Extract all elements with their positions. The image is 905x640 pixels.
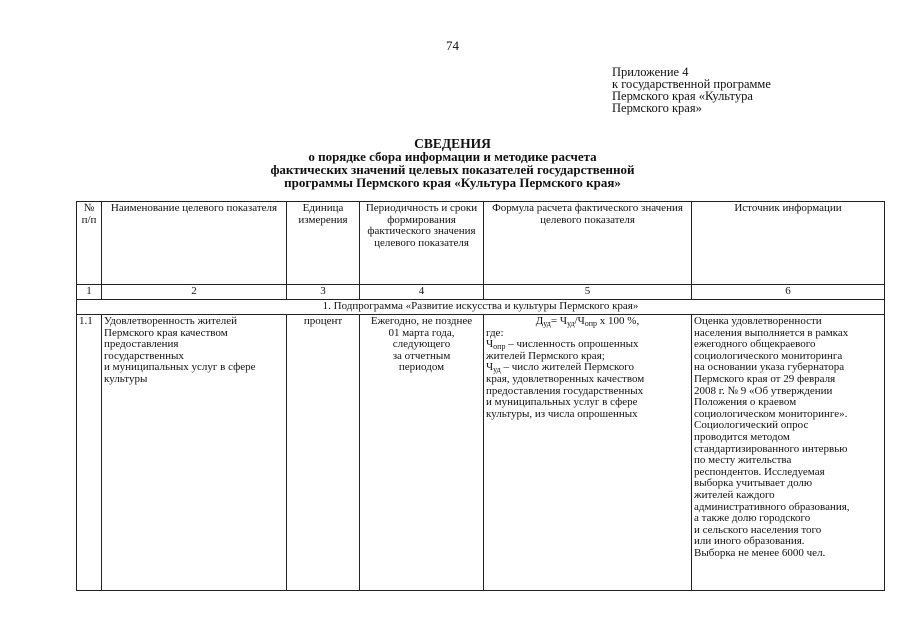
source-line: стандартизированного интервью — [694, 442, 848, 455]
source-line: на основании указа губернатора — [694, 361, 845, 374]
formula-def-line: и муниципальных услуг в сфере — [486, 396, 638, 409]
page-number: 74 — [446, 38, 459, 53]
indicator-name-line: и муниципальных услуг в сфере — [104, 361, 256, 374]
formula-def-line: края, удовлетворенных качеством — [486, 372, 645, 385]
source-line: 2008 г. № 9 «Об утверждении — [694, 384, 833, 397]
period-line: Ежегодно, не позднее — [370, 315, 473, 327]
header-cell-period: Периодичность и сроки формирования фактического значения целевого показателя — [360, 202, 484, 285]
formula-d: Д — [535, 315, 544, 327]
appendix-line: Пермского края «Культура — [612, 89, 753, 103]
column-number: 1 — [77, 285, 102, 300]
formula-def-line: жителей Пермского края; — [486, 349, 605, 362]
column-number: 2 — [102, 285, 287, 300]
title-line: о порядке сбора информации и методике расчета — [308, 149, 597, 164]
header-cell-name: Наименование целевого показателя — [102, 202, 287, 285]
formula-sub: уд — [493, 365, 501, 375]
source-line: выборка учитывает долю — [694, 477, 813, 490]
source-line: Социологический опрос — [694, 419, 809, 432]
formula-sub: опр — [493, 342, 506, 352]
formula-part: Ч — [486, 361, 494, 374]
indicator-name-line: Пермского края качеством — [104, 326, 228, 339]
formula-sub: уд — [543, 319, 551, 328]
unit-of-measure: процент — [287, 315, 360, 591]
indicator-name-line: государственных — [104, 349, 184, 362]
formula-def-line: культуры, из числа опрошенных — [486, 407, 638, 420]
table-row — [77, 315, 885, 591]
source-line: жителей каждого — [694, 488, 775, 501]
header-cell-num: № п/п — [77, 202, 102, 285]
source-line: а также долю городского — [694, 512, 811, 525]
table-header-row — [77, 202, 885, 285]
source-line: респондентов. Исследуемая — [694, 465, 825, 478]
indicators-table — [76, 201, 885, 591]
column-number: 3 — [287, 285, 360, 300]
subprogram-row — [77, 300, 885, 315]
appendix-line: Пермского края» — [612, 101, 702, 115]
row-number: 1.1 — [77, 315, 102, 591]
formula-part: х 100 %, — [597, 315, 640, 327]
formula-where: где: — [486, 326, 504, 339]
period-cell — [360, 315, 484, 591]
indicator-name-line: предоставления — [104, 338, 179, 351]
source-line: проводится методом — [694, 430, 790, 443]
formula-def-line: предоставления государственных — [486, 384, 644, 397]
source-line: или иного образования. — [694, 535, 805, 548]
title-main: СВЕДЕНИЯ — [414, 136, 491, 151]
formula-part: Ч — [486, 338, 494, 351]
period-line: 01 марта года, — [388, 326, 455, 339]
source-cell — [692, 315, 885, 591]
indicator-name-line: Удовлетворенность жителей — [104, 315, 238, 327]
subprogram-title: 1. Подпрограмма «Развитие искусства и культуры Пермского края» — [77, 300, 885, 315]
column-number: 5 — [484, 285, 692, 300]
column-number: 6 — [692, 285, 885, 300]
appendix-line: к государственной программе — [612, 77, 771, 91]
period-line: следующего — [392, 338, 451, 351]
source-line: и сельского населения того — [694, 523, 822, 536]
source-line: социологического мониторинга — [694, 349, 843, 362]
formula-part: – численность опрошенных — [505, 338, 639, 351]
appendix-note — [612, 66, 771, 114]
source-line: социологическом мониторинге». — [694, 407, 848, 420]
title-line: фактических значений целевых показателей государственной — [270, 162, 635, 177]
formula-part: /Ч — [574, 315, 585, 327]
period-line: периодом — [398, 361, 445, 374]
source-line: населения выполняется в рамках — [694, 326, 849, 339]
source-line: Выборка не менее 6000 чел. — [694, 546, 826, 559]
header-cell-source: Источник информации — [692, 202, 885, 285]
source-line: Положения о краевом — [694, 396, 797, 409]
source-line: Пермского края от 29 февраля — [694, 372, 836, 385]
source-line: административного образования, — [694, 500, 850, 513]
formula-cell — [484, 315, 692, 591]
source-line: по месту жительства — [694, 454, 792, 467]
formula-definitions — [486, 328, 689, 421]
formula-expression — [486, 316, 689, 328]
formula-sub: опр — [584, 319, 598, 328]
appendix-line: Приложение 4 — [612, 65, 689, 79]
document-title — [0, 137, 905, 189]
indicator-name — [102, 315, 287, 591]
column-number: 4 — [360, 285, 484, 300]
title-line: программы Пермского края «Культура Пермского края» — [284, 175, 621, 190]
source-line: Оценка удовлетворенности — [694, 315, 822, 327]
formula-sub: уд — [566, 319, 575, 328]
formula-part: – число жителей Пермского — [500, 361, 634, 374]
column-numbers-row — [77, 285, 885, 300]
header-cell-unit: Единица измерения — [287, 202, 360, 285]
source-line: ежегодного общекраевого — [694, 338, 816, 351]
header-cell-formula: Формула расчета фактического значения целевого показателя — [484, 202, 692, 285]
period-line: за отчетным — [392, 349, 451, 362]
indicator-name-line: культуры — [104, 372, 148, 385]
formula-part: = Ч — [550, 315, 567, 327]
